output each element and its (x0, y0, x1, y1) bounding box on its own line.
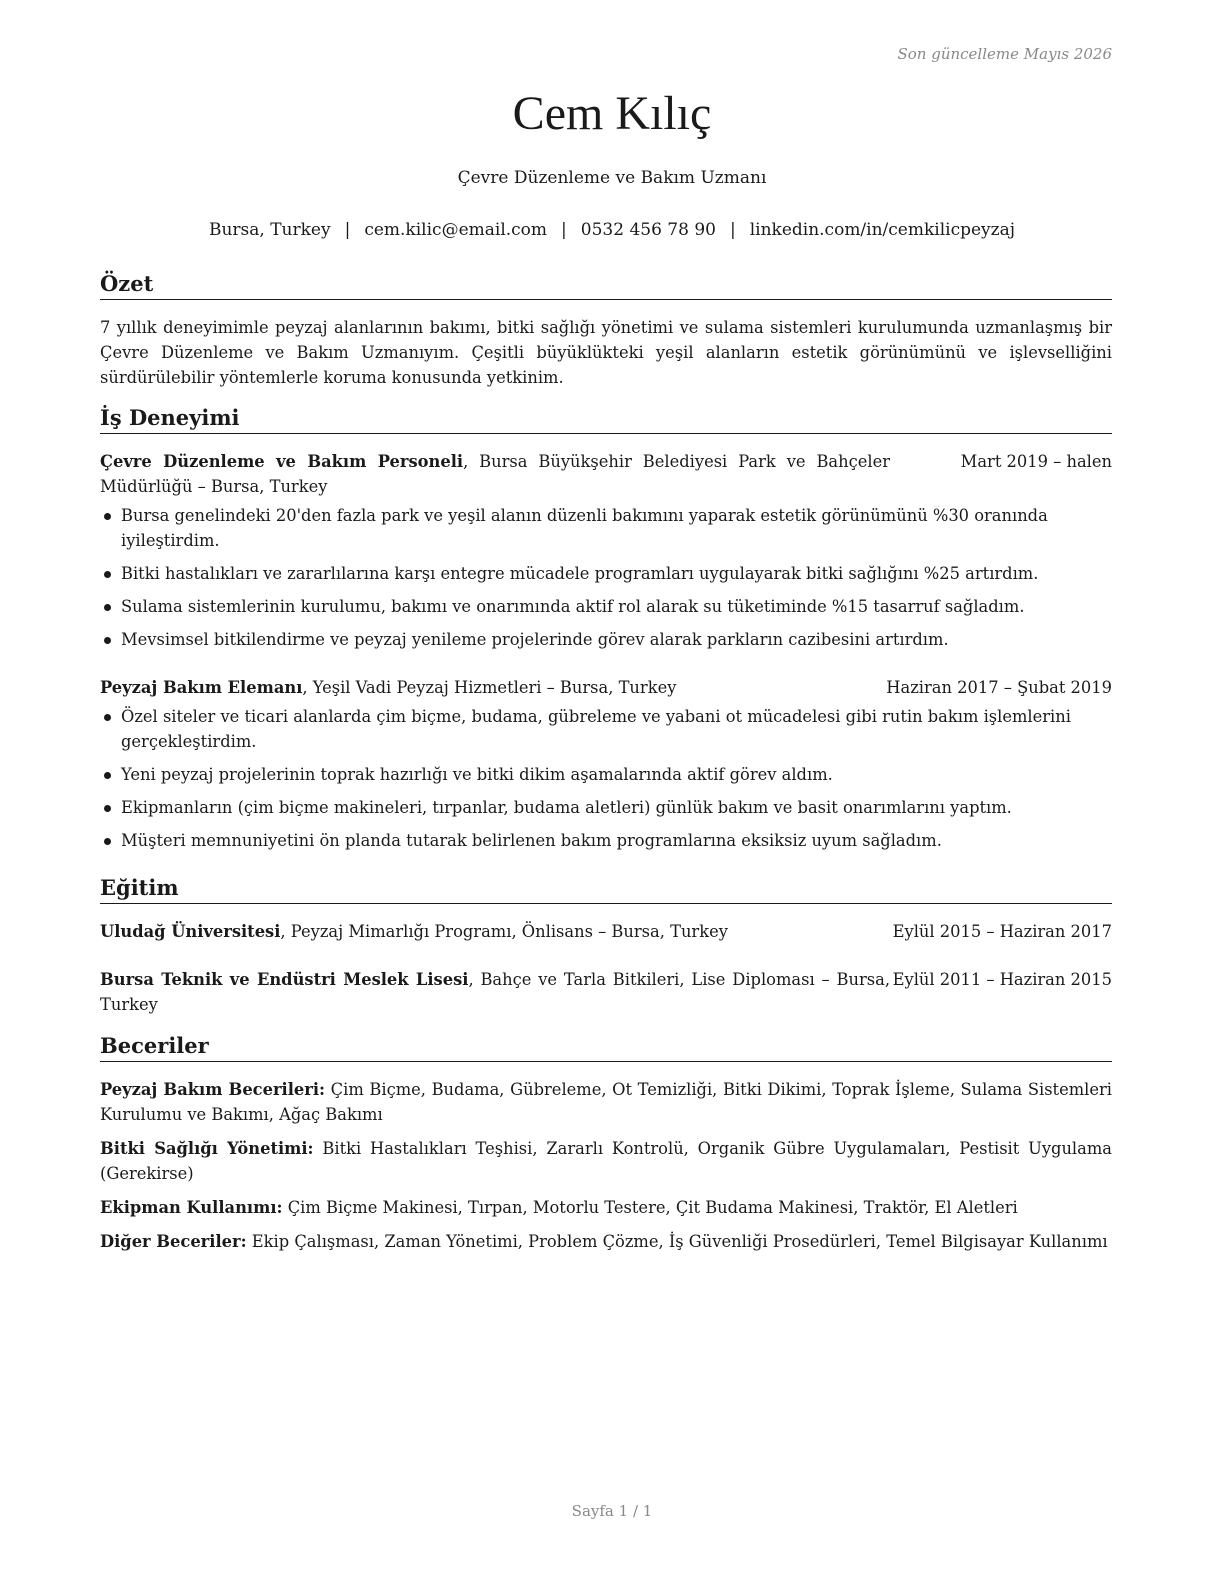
skill-row (100, 1229, 1112, 1254)
last-updated: Son güncelleme Mayıs 2026 (897, 45, 1112, 63)
skill-value: Ekip Çalışması, Zaman Yönetimi, Problem Çözme, İş Güvenliği Prosedürleri, Temel Bilgisayar Kullanımı (246, 1232, 1108, 1251)
skill-label: Ekipman Kullanımı: (100, 1198, 283, 1217)
skill-label: Peyzaj Bakım Becerileri: (100, 1080, 326, 1099)
list-item: Bursa genelindeki 20'den fazla park ve yeşil alanın düzenli bakımını yaparak estetik görünümünü %30 oranında iyileştirdim. (100, 503, 1112, 553)
list-item: Ekipmanların (çim biçme makineleri, tırpanlar, budama aletleri) günlük bakım ve basit onarımlarını yaptım. (100, 795, 1112, 820)
education-heading: Eğitim (100, 875, 1112, 904)
contact-phone: 0532 456 78 90 (580, 220, 716, 240)
contact-email[interactable]: cem.kilic@email.com (364, 220, 548, 240)
job-entry (100, 675, 1112, 853)
education-detail: , Peyzaj Mimarlığı Programı, Önlisans – Bursa, Turkey (280, 922, 728, 941)
page-number: Sayfa 1 / 1 (571, 1502, 653, 1520)
job-org: , Yeşil Vadi Peyzaj Hizmetleri – Bursa, Turkey (302, 678, 677, 697)
summary-heading: Özet (100, 271, 1112, 300)
contact-separator: | (344, 220, 351, 240)
skill-value: Çim Biçme, Budama, Gübreleme, Ot Temizliği, Bitki Dikimi, Toprak İşleme, Sulama Sistemleri Kurulumu ve Bakımı, Ağaç Bakımı (100, 1080, 1113, 1124)
job-entry (100, 449, 1112, 652)
education-school-detail (100, 967, 890, 1017)
education-date: Eylül 2011 – Haziran 2015 (892, 970, 1112, 989)
skill-row (100, 1136, 1112, 1186)
experience-section (100, 405, 1112, 861)
job-header (100, 449, 1112, 499)
job-role-org (100, 675, 890, 700)
skill-row (100, 1195, 1112, 1220)
education-detail: , Bahçe ve Tarla Bitkileri, Lise Diploması – Bursa, Turkey (100, 970, 890, 1014)
skill-value: Bitki Hastalıkları Teşhisi, Zararlı Kontrolü, Organik Gübre Uygulamaları, Pestisit Uygulama (Gerekirse) (100, 1139, 1112, 1183)
contact-separator: | (729, 220, 736, 240)
education-item (100, 967, 1112, 1017)
list-item: Yeni peyzaj projelerinin toprak hazırlığı ve bitki dikim aşamalarında aktif görev aldım. (100, 762, 1112, 787)
job-role: Çevre Düzenleme ve Bakım Personeli (100, 452, 464, 471)
education-section (100, 875, 1112, 1017)
skill-row (100, 1077, 1112, 1127)
contact-location: Bursa, Turkey (208, 220, 331, 240)
summary-text: 7 yıllık deneyimimle peyzaj alanlarının bakımı, bitki sağlığı yönetimi ve sulama sistemleri kurulumunda uzmanlaşmış bir Çevre Düzenleme ve Bakım Uzmanıyım. Çeşitli büyüklükteki yeşil alanların estetik görünümünü ve işlevselliğini sürdürülebilir yöntemlerle koruma konusunda yetkinim. (100, 318, 1112, 387)
job-date: Haziran 2017 – Şubat 2019 (886, 678, 1112, 697)
job-bullets (100, 704, 1112, 853)
list-item: Müşteri memnuniyetini ön planda tutarak belirlenen bakım programlarına eksiksiz uyum sağladım. (100, 828, 1112, 853)
candidate-name: Cem Kılıç (512, 87, 712, 140)
education-item (100, 919, 1112, 944)
education-school: Bursa Teknik ve Endüstri Meslek Lisesi (100, 970, 469, 989)
skill-label: Diğer Beceriler: (100, 1232, 247, 1251)
summary-section (100, 271, 1112, 390)
experience-heading: İş Deneyimi (100, 405, 1112, 434)
education-school: Uludağ Üniversitesi (100, 922, 281, 941)
skill-label: Bitki Sağlığı Yönetimi: (100, 1139, 314, 1158)
skill-value: Çim Biçme Makinesi, Tırpan, Motorlu Testere, Çit Budama Makinesi, Traktör, El Aletleri (282, 1198, 1018, 1217)
contact-linkedin[interactable]: linkedin.com/in/cemkilicpeyzaj (749, 220, 1016, 240)
job-title: Çevre Düzenleme ve Bakım Uzmanı (457, 168, 767, 188)
contact-separator: | (561, 220, 567, 240)
skills-section (100, 1033, 1112, 1263)
education-date: Eylül 2015 – Haziran 2017 (892, 922, 1112, 941)
skills-heading: Beceriler (100, 1033, 1112, 1062)
contact-line (0, 220, 1224, 240)
list-item: Sulama sistemlerinin kurulumu, bakımı ve onarımında aktif rol alarak su tüketiminde %15 tasarruf sağladım. (100, 594, 1112, 619)
job-org: , Bursa Büyükşehir Belediyesi Park ve Bahçeler Müdürlüğü – Bursa, Turkey (100, 452, 890, 496)
job-header (100, 675, 1112, 700)
list-item: Özel siteler ve ticari alanlarda çim biçme, budama, gübreleme ve yabani ot mücadelesi gibi rutin bakım işlemlerini gerçekleştirdim. (100, 704, 1112, 754)
job-bullets (100, 503, 1112, 652)
job-role: Peyzaj Bakım Elemanı (100, 678, 303, 697)
job-date: Mart 2019 – halen (960, 452, 1112, 471)
list-item: Bitki hastalıkları ve zararlılarına karşı entegre mücadele programları uygulayarak bitki sağlığını %25 artırdım. (100, 561, 1112, 586)
education-school-detail (100, 919, 890, 944)
list-item: Mevsimsel bitkilendirme ve peyzaj yenileme projelerinde görev alarak parkların cazibesini artırdım. (100, 627, 1112, 652)
job-role-org (100, 449, 890, 499)
